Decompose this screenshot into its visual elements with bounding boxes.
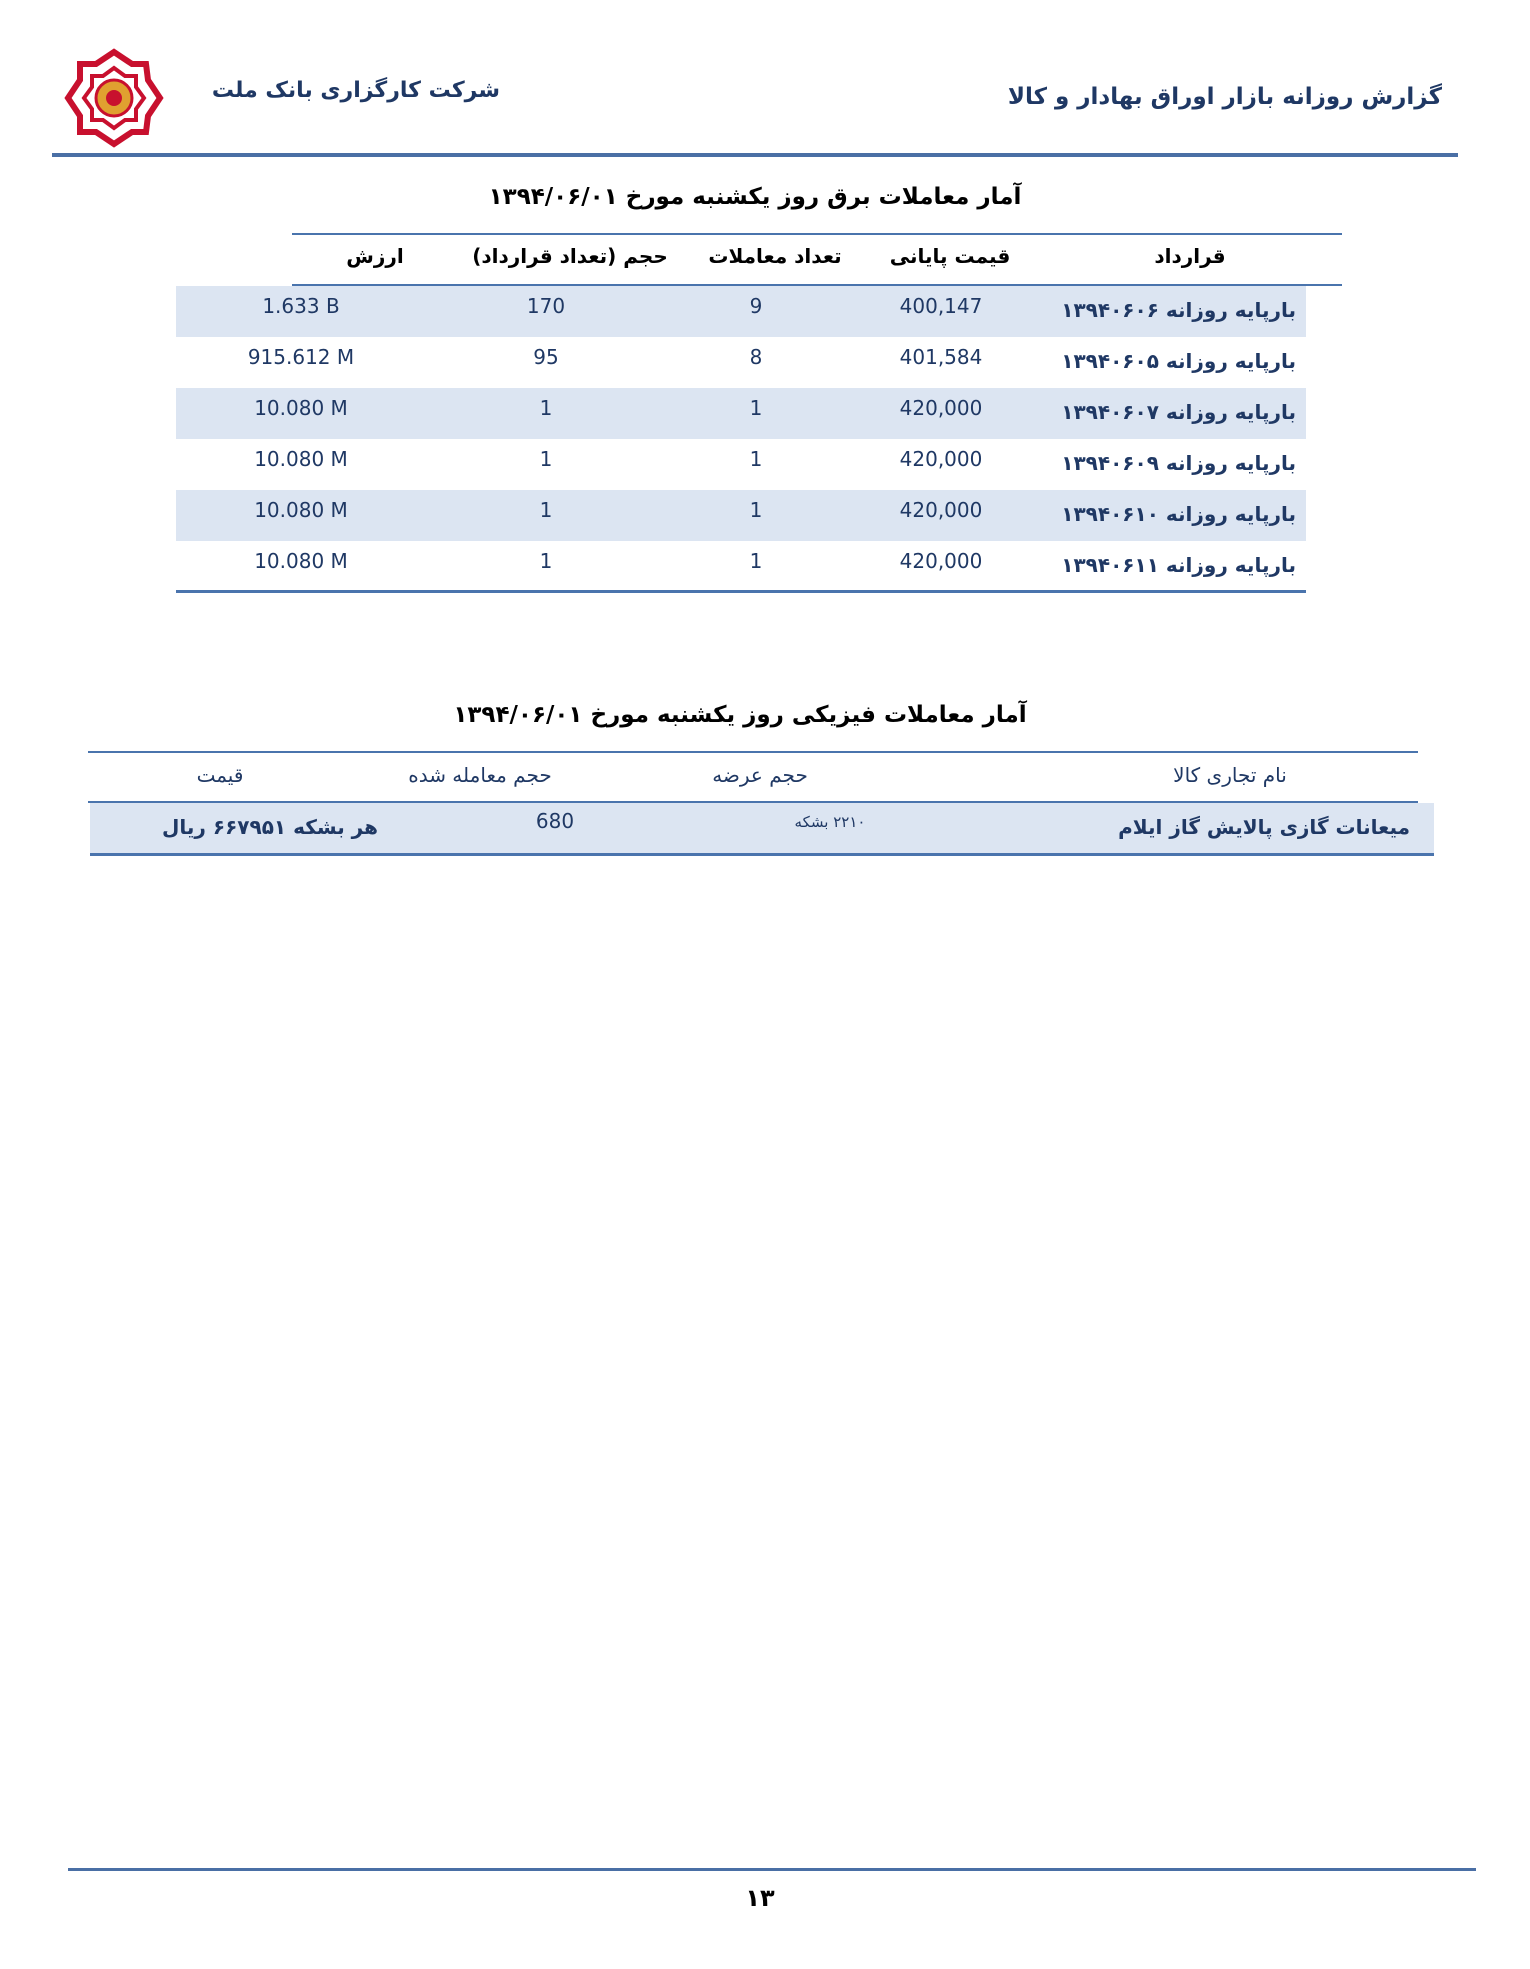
header-volume: حجم (تعداد قرارداد) [472, 244, 668, 268]
contract-cell: بارپایه روزانه ۱۳۹۴۰۶۰۶ [1061, 298, 1296, 322]
volume-cell: 1 [539, 498, 553, 522]
final-price-cell: 400,147 [899, 294, 983, 318]
table-bottom-rule [90, 853, 1434, 856]
header-final-price: قیمت پایانی [889, 244, 1011, 268]
trade-count-cell: 9 [749, 294, 763, 318]
price-cell: هر بشکه ۶۶۷۹۵۱ ریال [162, 815, 378, 839]
value-cell: 10.080 M [254, 498, 348, 522]
table-row [176, 490, 1306, 541]
header-contract: قرارداد [1154, 244, 1226, 268]
volume-cell: 95 [533, 345, 559, 369]
bank-mellat-logo [62, 46, 166, 150]
page-number: ۱۳ [745, 1884, 775, 1912]
product-name-cell: میعانات گازی پالایش گاز ایلام [1118, 815, 1410, 839]
report-title: گزارش روزانه بازار اوراق بهادار و کالا [1007, 84, 1442, 110]
table-row [90, 803, 1434, 853]
traded-volume-cell: 680 [535, 809, 575, 833]
header-price: قیمت [196, 763, 244, 787]
offer-volume-cell: ۲۲۱۰ بشکه [794, 813, 866, 831]
contract-cell: بارپایه روزانه ۱۳۹۴۰۶۱۰ [1061, 502, 1296, 526]
physical-table-title: آمار معاملات فیزیکی روز یکشنبه مورخ ۱۳۹۴/۰۶/۰۱ [453, 702, 1027, 728]
final-price-cell: 401,584 [899, 345, 983, 369]
value-cell: 10.080 M [254, 396, 348, 420]
table-bottom-rule [176, 590, 1306, 593]
contract-cell: بارپایه روزانه ۱۳۹۴۰۶۱۱ [1061, 553, 1296, 577]
header-offer-volume: حجم عرضه [712, 763, 808, 787]
electricity-table-title: آمار معاملات برق روز یکشنبه مورخ ۱۳۹۴/۰۶/۰۱ [488, 184, 1022, 210]
contract-cell: بارپایه روزانه ۱۳۹۴۰۶۰۹ [1061, 451, 1296, 475]
header-product-name: نام تجاری کالا [1173, 763, 1287, 787]
header-trade-count: تعداد معاملات [708, 244, 842, 268]
value-cell: 1.633 B [262, 294, 340, 318]
table-top-rule [292, 233, 1342, 235]
table-row [176, 388, 1306, 439]
contract-cell: بارپایه روزانه ۱۳۹۴۰۶۰۷ [1061, 400, 1296, 424]
table-row [176, 286, 1306, 337]
table-top-rule [88, 751, 1418, 753]
volume-cell: 1 [539, 447, 553, 471]
volume-cell: 1 [539, 396, 553, 420]
header-divider [52, 153, 1458, 157]
header-value: ارزش [346, 244, 404, 268]
value-cell: 915.612 M [247, 345, 355, 369]
company-name: شرکت کارگزاری بانک ملت [211, 78, 500, 103]
trade-count-cell: 1 [749, 396, 763, 420]
table-row [176, 541, 1306, 592]
final-price-cell: 420,000 [899, 549, 983, 573]
final-price-cell: 420,000 [899, 396, 983, 420]
volume-cell: 1 [539, 549, 553, 573]
trade-count-cell: 1 [749, 498, 763, 522]
trade-count-cell: 1 [749, 447, 763, 471]
header-traded-volume: حجم معامله شده [408, 763, 552, 787]
final-price-cell: 420,000 [899, 447, 983, 471]
contract-cell: بارپایه روزانه ۱۳۹۴۰۶۰۵ [1061, 349, 1296, 373]
value-cell: 10.080 M [254, 447, 348, 471]
final-price-cell: 420,000 [899, 498, 983, 522]
value-cell: 10.080 M [254, 549, 348, 573]
table-row [176, 439, 1306, 490]
trade-count-cell: 8 [749, 345, 763, 369]
footer-divider [68, 1868, 1476, 1871]
volume-cell: 170 [526, 294, 566, 318]
trade-count-cell: 1 [749, 549, 763, 573]
table-row [176, 337, 1306, 388]
